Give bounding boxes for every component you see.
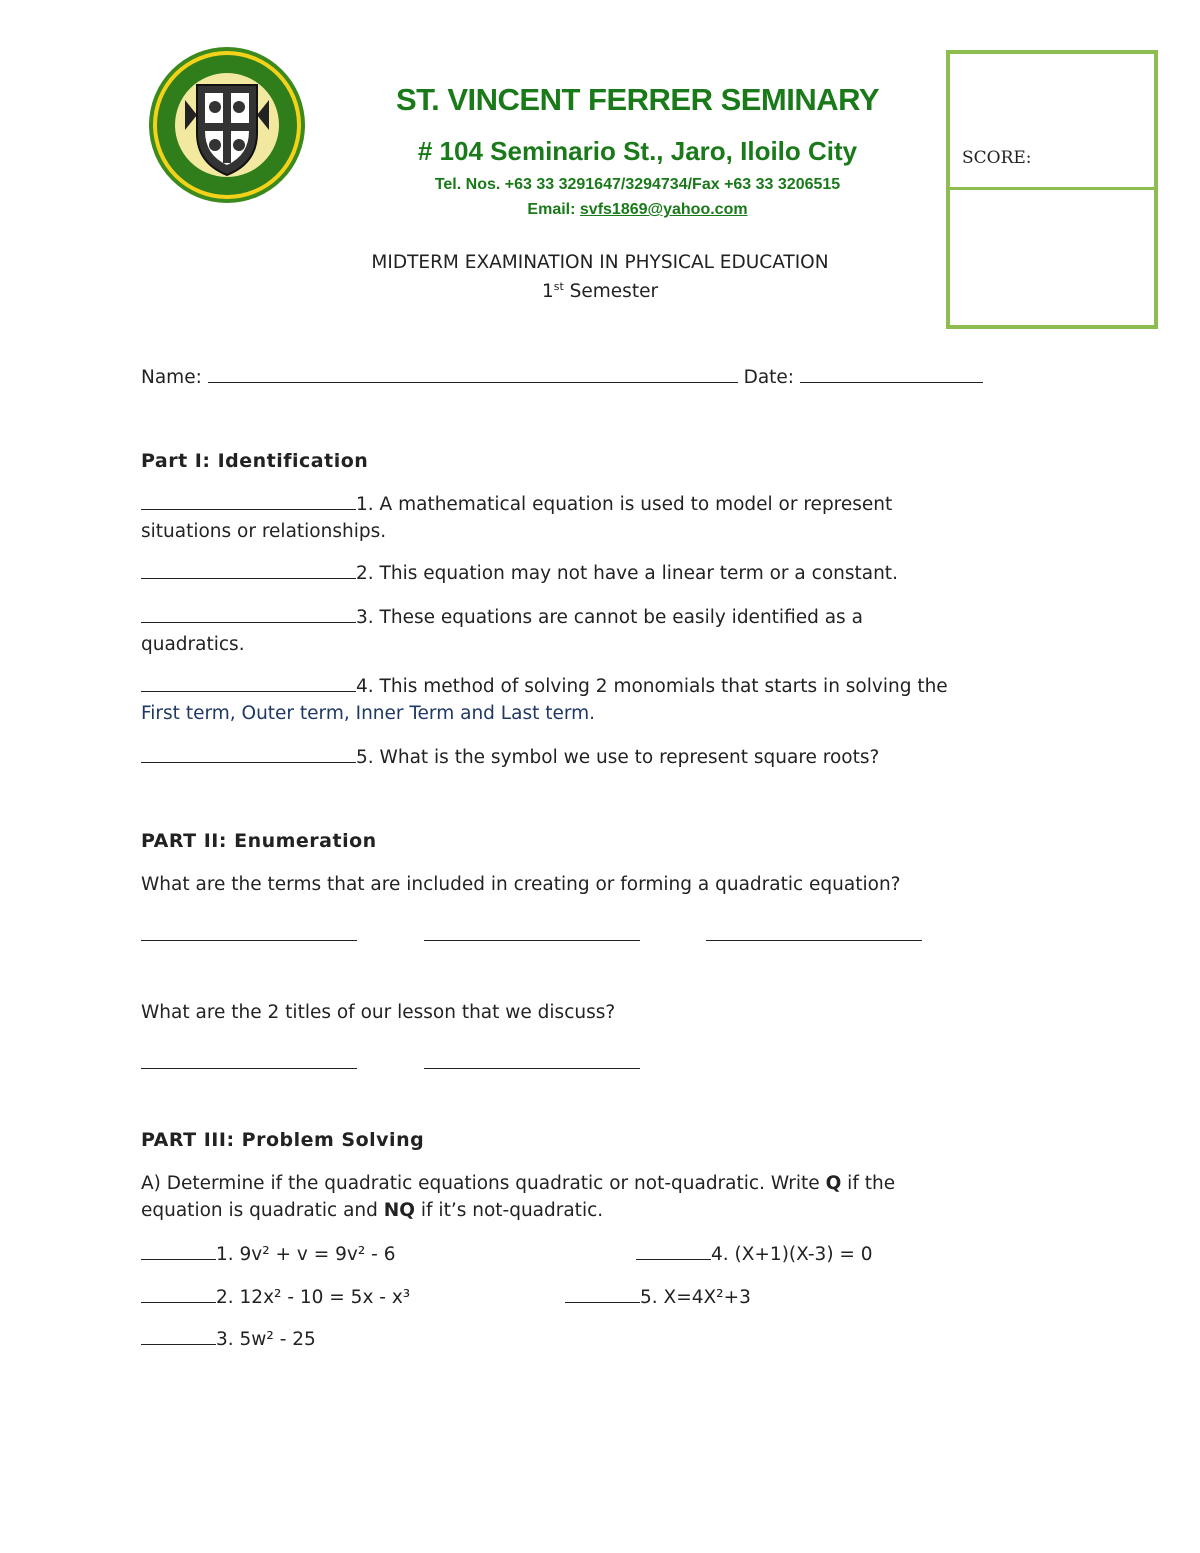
equation: 1. 9v² + v = 9v² - 6 (216, 1244, 396, 1265)
item-text: This equation may not have a linear term or a constant. (379, 563, 898, 584)
instruction-text: equation is quadratic and (141, 1200, 384, 1221)
school-seal-logo (145, 45, 310, 205)
exam-title: MIDTERM EXAMINATION IN PHYSICAL EDUCATION (371, 252, 829, 273)
identification-item-5 (141, 744, 1061, 771)
enumeration-blank-3[interactable] (706, 938, 922, 941)
equation: 3. 5w² - 25 (216, 1329, 316, 1350)
answer-blank[interactable] (141, 491, 356, 510)
problem-item-4 (636, 1241, 873, 1265)
item-text-cont: situations or relationships. (141, 521, 387, 542)
name-label: Name: (141, 367, 202, 388)
school-name: ST. VINCENT FERRER SEMINARY (395, 82, 880, 117)
semester-superscript: st (553, 280, 564, 293)
part2-heading: PART II: Enumeration (141, 830, 377, 852)
identification-item-2 (141, 560, 1061, 587)
identification-item-4 (141, 673, 1061, 727)
problem-item-1 (141, 1241, 395, 1265)
name-blank[interactable] (208, 364, 738, 383)
answer-blank[interactable] (141, 560, 356, 579)
answer-blank[interactable] (141, 744, 356, 763)
q-code: Q (825, 1173, 842, 1194)
problem-item-2 (141, 1284, 410, 1308)
equation: 2. 12x² - 10 = 5x - x³ (216, 1287, 411, 1308)
name-date-row (141, 364, 983, 388)
enumeration-blank-5[interactable] (424, 1066, 640, 1069)
answer-blank[interactable] (141, 1284, 216, 1303)
enumeration-question-1: What are the terms that are included in creating or forming a quadratic equation? (141, 874, 901, 895)
identification-item-1 (141, 491, 1061, 545)
item-number: 3. (356, 607, 380, 628)
item-number: 1. (356, 494, 380, 515)
semester-number: 1 (541, 281, 554, 303)
school-email (330, 201, 945, 219)
semester-word: Semester (563, 281, 659, 303)
nq-code: NQ (383, 1200, 416, 1221)
score-label: SCORE: (962, 148, 1032, 168)
answer-blank[interactable] (565, 1284, 640, 1303)
item-text: A mathematical equation is used to model or represent (379, 494, 893, 515)
item-number: 5. (356, 747, 380, 768)
answer-blank[interactable] (141, 604, 356, 623)
exam-semester (290, 280, 910, 302)
email-link[interactable]: svfs1869@yahoo.com (579, 201, 748, 218)
enumeration-blank-2[interactable] (424, 938, 640, 941)
date-blank[interactable] (800, 364, 983, 383)
instruction-text: A) Determine if the quadratic equations quadratic or not-quadratic. Write (141, 1173, 826, 1194)
equation: 5. X=4X²+3 (640, 1287, 751, 1308)
instruction-text: if it’s not-quadratic. (415, 1200, 604, 1221)
date-label: Date: (743, 367, 795, 388)
item-number: 2. (356, 563, 380, 584)
school-address: # 104 Seminario St., Jaro, Iloilo City (417, 136, 858, 166)
part3-heading: PART III: Problem Solving (141, 1129, 425, 1151)
enumeration-blank-4[interactable] (141, 1066, 357, 1069)
problem-item-3 (141, 1326, 316, 1350)
item-text: This method of solving 2 monomials that starts in solving the (379, 676, 948, 697)
answer-blank[interactable] (141, 673, 356, 692)
school-telephone: Tel. Nos. +63 33 3291647/3294734/Fax +63 33 3206515 (434, 176, 841, 193)
score-box (946, 50, 1158, 329)
identification-item-3 (141, 604, 1061, 658)
enumeration-blank-1[interactable] (141, 938, 357, 941)
answer-blank[interactable] (141, 1326, 216, 1345)
item-text: What is the symbol we use to represent square roots? (379, 747, 880, 768)
part1-heading: Part I: Identification (141, 450, 369, 472)
problem-instructions (141, 1170, 1061, 1224)
instruction-text: if the (841, 1173, 896, 1194)
enumeration-question-2: What are the 2 titles of our lesson that we discuss? (141, 1002, 616, 1023)
item-text-cont: quadratics. (141, 634, 245, 655)
item-number: 4. (356, 676, 380, 697)
score-divider (950, 187, 1154, 190)
problem-item-5 (565, 1284, 751, 1308)
answer-blank[interactable] (141, 1241, 216, 1260)
item-text-cont: First term, Outer term, Inner Term and Last term. (141, 703, 596, 724)
answer-blank[interactable] (636, 1241, 711, 1260)
equation: 4. (X+1)(X-3) = 0 (711, 1244, 873, 1265)
item-text: These equations are cannot be easily identified as a (379, 607, 863, 628)
email-label: Email: (527, 201, 580, 218)
